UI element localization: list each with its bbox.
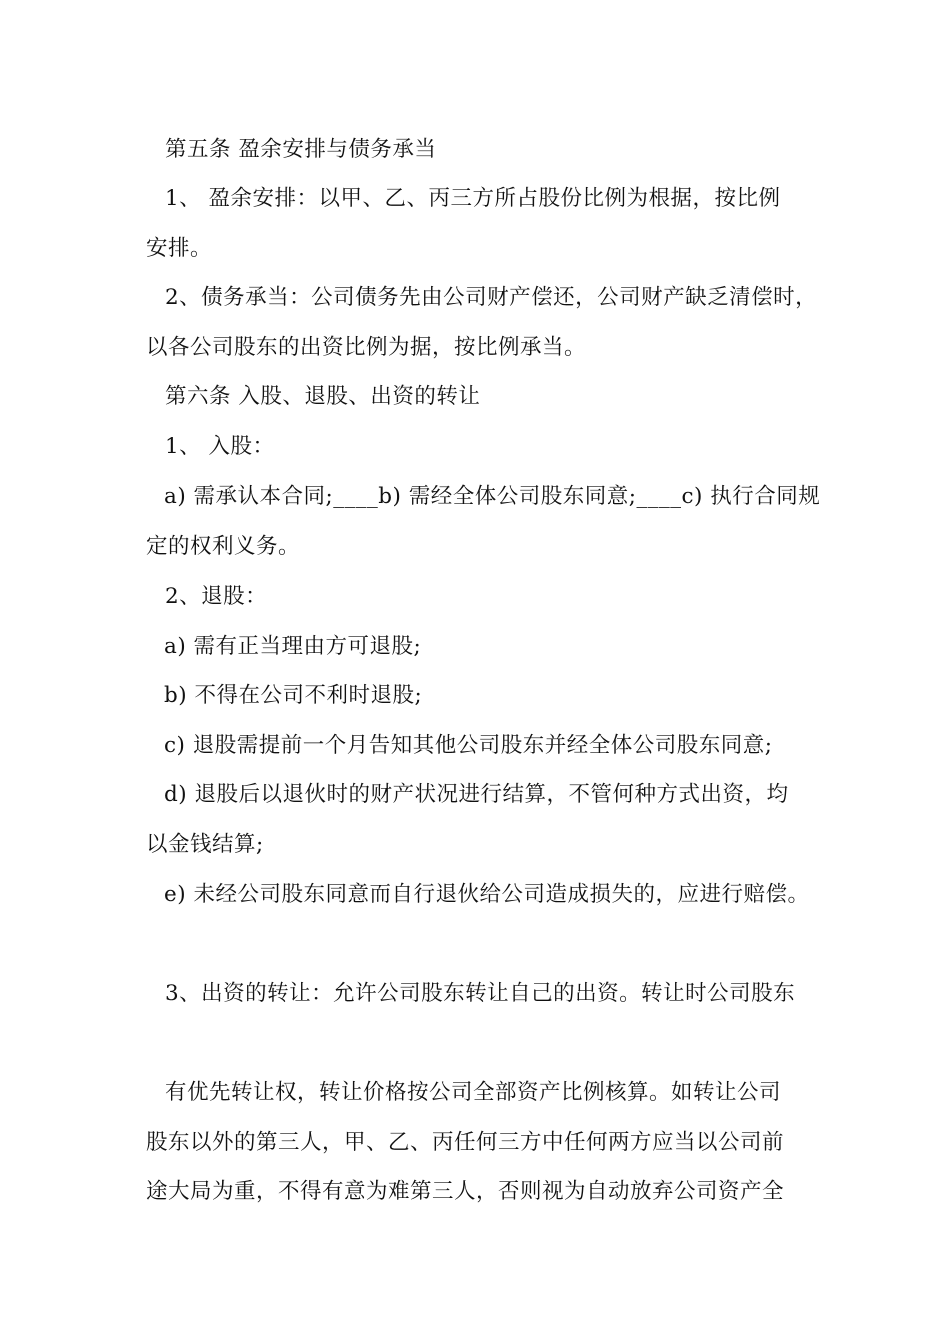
list-item: a) 需有正当理由方可退股; <box>164 634 422 659</box>
paragraph-line: a) 需承认本合同;____b) 需经全体公司股东同意;____c) 执行合同规 <box>164 484 821 509</box>
paragraph-line: 1、 盈余安排：以甲、乙、丙三方所占股份比例为根据，按比例 <box>165 186 781 211</box>
paragraph-line: 3、出资的转让：允许公司股东转让自己的出资。转让时公司股东 <box>165 981 796 1006</box>
paragraph-line: 2、退股： <box>165 584 268 609</box>
paragraph-line: 以金钱结算; <box>146 832 264 857</box>
list-item: b) 不得在公司不利时退股; <box>164 683 423 708</box>
list-item: e) 未经公司股东同意而自行退伙给公司造成损失的，应进行赔偿。 <box>164 882 810 907</box>
article-5-heading: 第五条 盈余安排与债务承当 <box>165 137 437 162</box>
paragraph-line: 途大局为重，不得有意为难第三人，否则视为自动放弃公司资产全 <box>146 1179 785 1204</box>
paragraph-line: 有优先转让权，转让价格按公司全部资产比例核算。如转让公司 <box>165 1080 782 1105</box>
paragraph-line: 安排。 <box>146 236 213 261</box>
paragraph-line: 以各公司股东的出资比例为据，按比例承当。 <box>146 335 587 360</box>
list-item: c) 退股需提前一个月告知其他公司股东并经全体公司股东同意; <box>164 733 773 758</box>
paragraph-line: 定的权利义务。 <box>146 534 301 559</box>
paragraph-line: 股东以外的第三人，甲、乙、丙任何三方中任何两方应当以公司前 <box>146 1130 785 1155</box>
paragraph-line: 2、债务承当：公司债务先由公司财产偿还，公司财产缺乏清偿时， <box>165 285 818 310</box>
paragraph-line: 1、 入股： <box>165 434 275 459</box>
article-6-heading: 第六条 入股、退股、出资的转让 <box>165 384 481 409</box>
list-item: d) 退股后以退伙时的财产状况进行结算，不管何种方式出资，均 <box>164 782 789 807</box>
